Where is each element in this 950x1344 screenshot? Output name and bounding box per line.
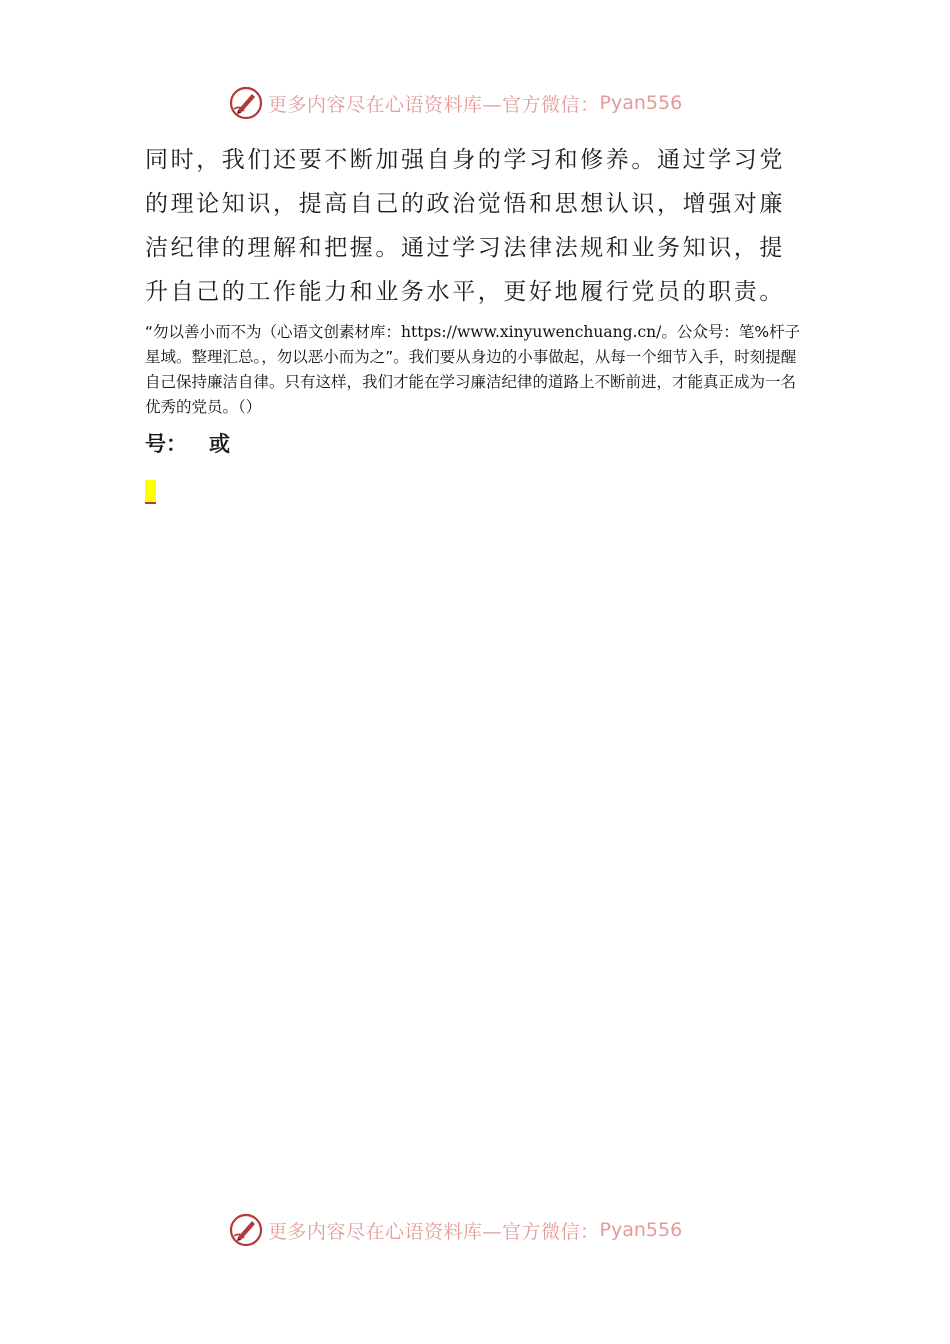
banner-text: 更多内容尽在心语资料库—官方微信： <box>268 1220 600 1243</box>
section-heading <box>145 428 230 458</box>
heading-label: 号： <box>145 431 187 456</box>
quote-lead: “勿以善小而不为（心语文创素材库： <box>145 323 402 341</box>
banner-text: 更多内容尽在心语资料库—官方微信： <box>268 93 600 116</box>
quote-tail: 。公众号：笔%杆子星域。整理汇总。，勿以恶小而为之”。我们要从身边的小事做起，从每一个细节入手，时刻提醒自己保持廉洁自律。只有这样，我们才能在学习廉洁纪律的道路上不断前进，才能真正成为一名优秀的党员。（） <box>145 323 801 416</box>
banner-wechat-id: Pyan556 <box>599 1219 683 1241</box>
footer-banner <box>228 1210 682 1250</box>
banner-wechat-id: Pyan556 <box>599 92 683 114</box>
pen-seal-icon <box>228 85 264 121</box>
header-banner <box>228 83 682 123</box>
heading-value: 或 <box>209 431 230 456</box>
quote-paragraph <box>145 320 810 420</box>
source-link[interactable]: https://www.xinyuwenchuang.cn/ <box>401 323 662 341</box>
body-paragraph: 同时，我们还要不断加强自身的学习和修养。通过学习党的理论知识，提高自己的政治觉悟和思想认识，增强对廉洁纪律的理解和把握。通过学习法律法规和业务知识，提升自己的工作能力和业务水平，更好地履行党员的职责。 <box>145 147 785 305</box>
text-cursor-highlight[interactable] <box>145 480 156 504</box>
pen-seal-icon <box>228 1212 264 1248</box>
